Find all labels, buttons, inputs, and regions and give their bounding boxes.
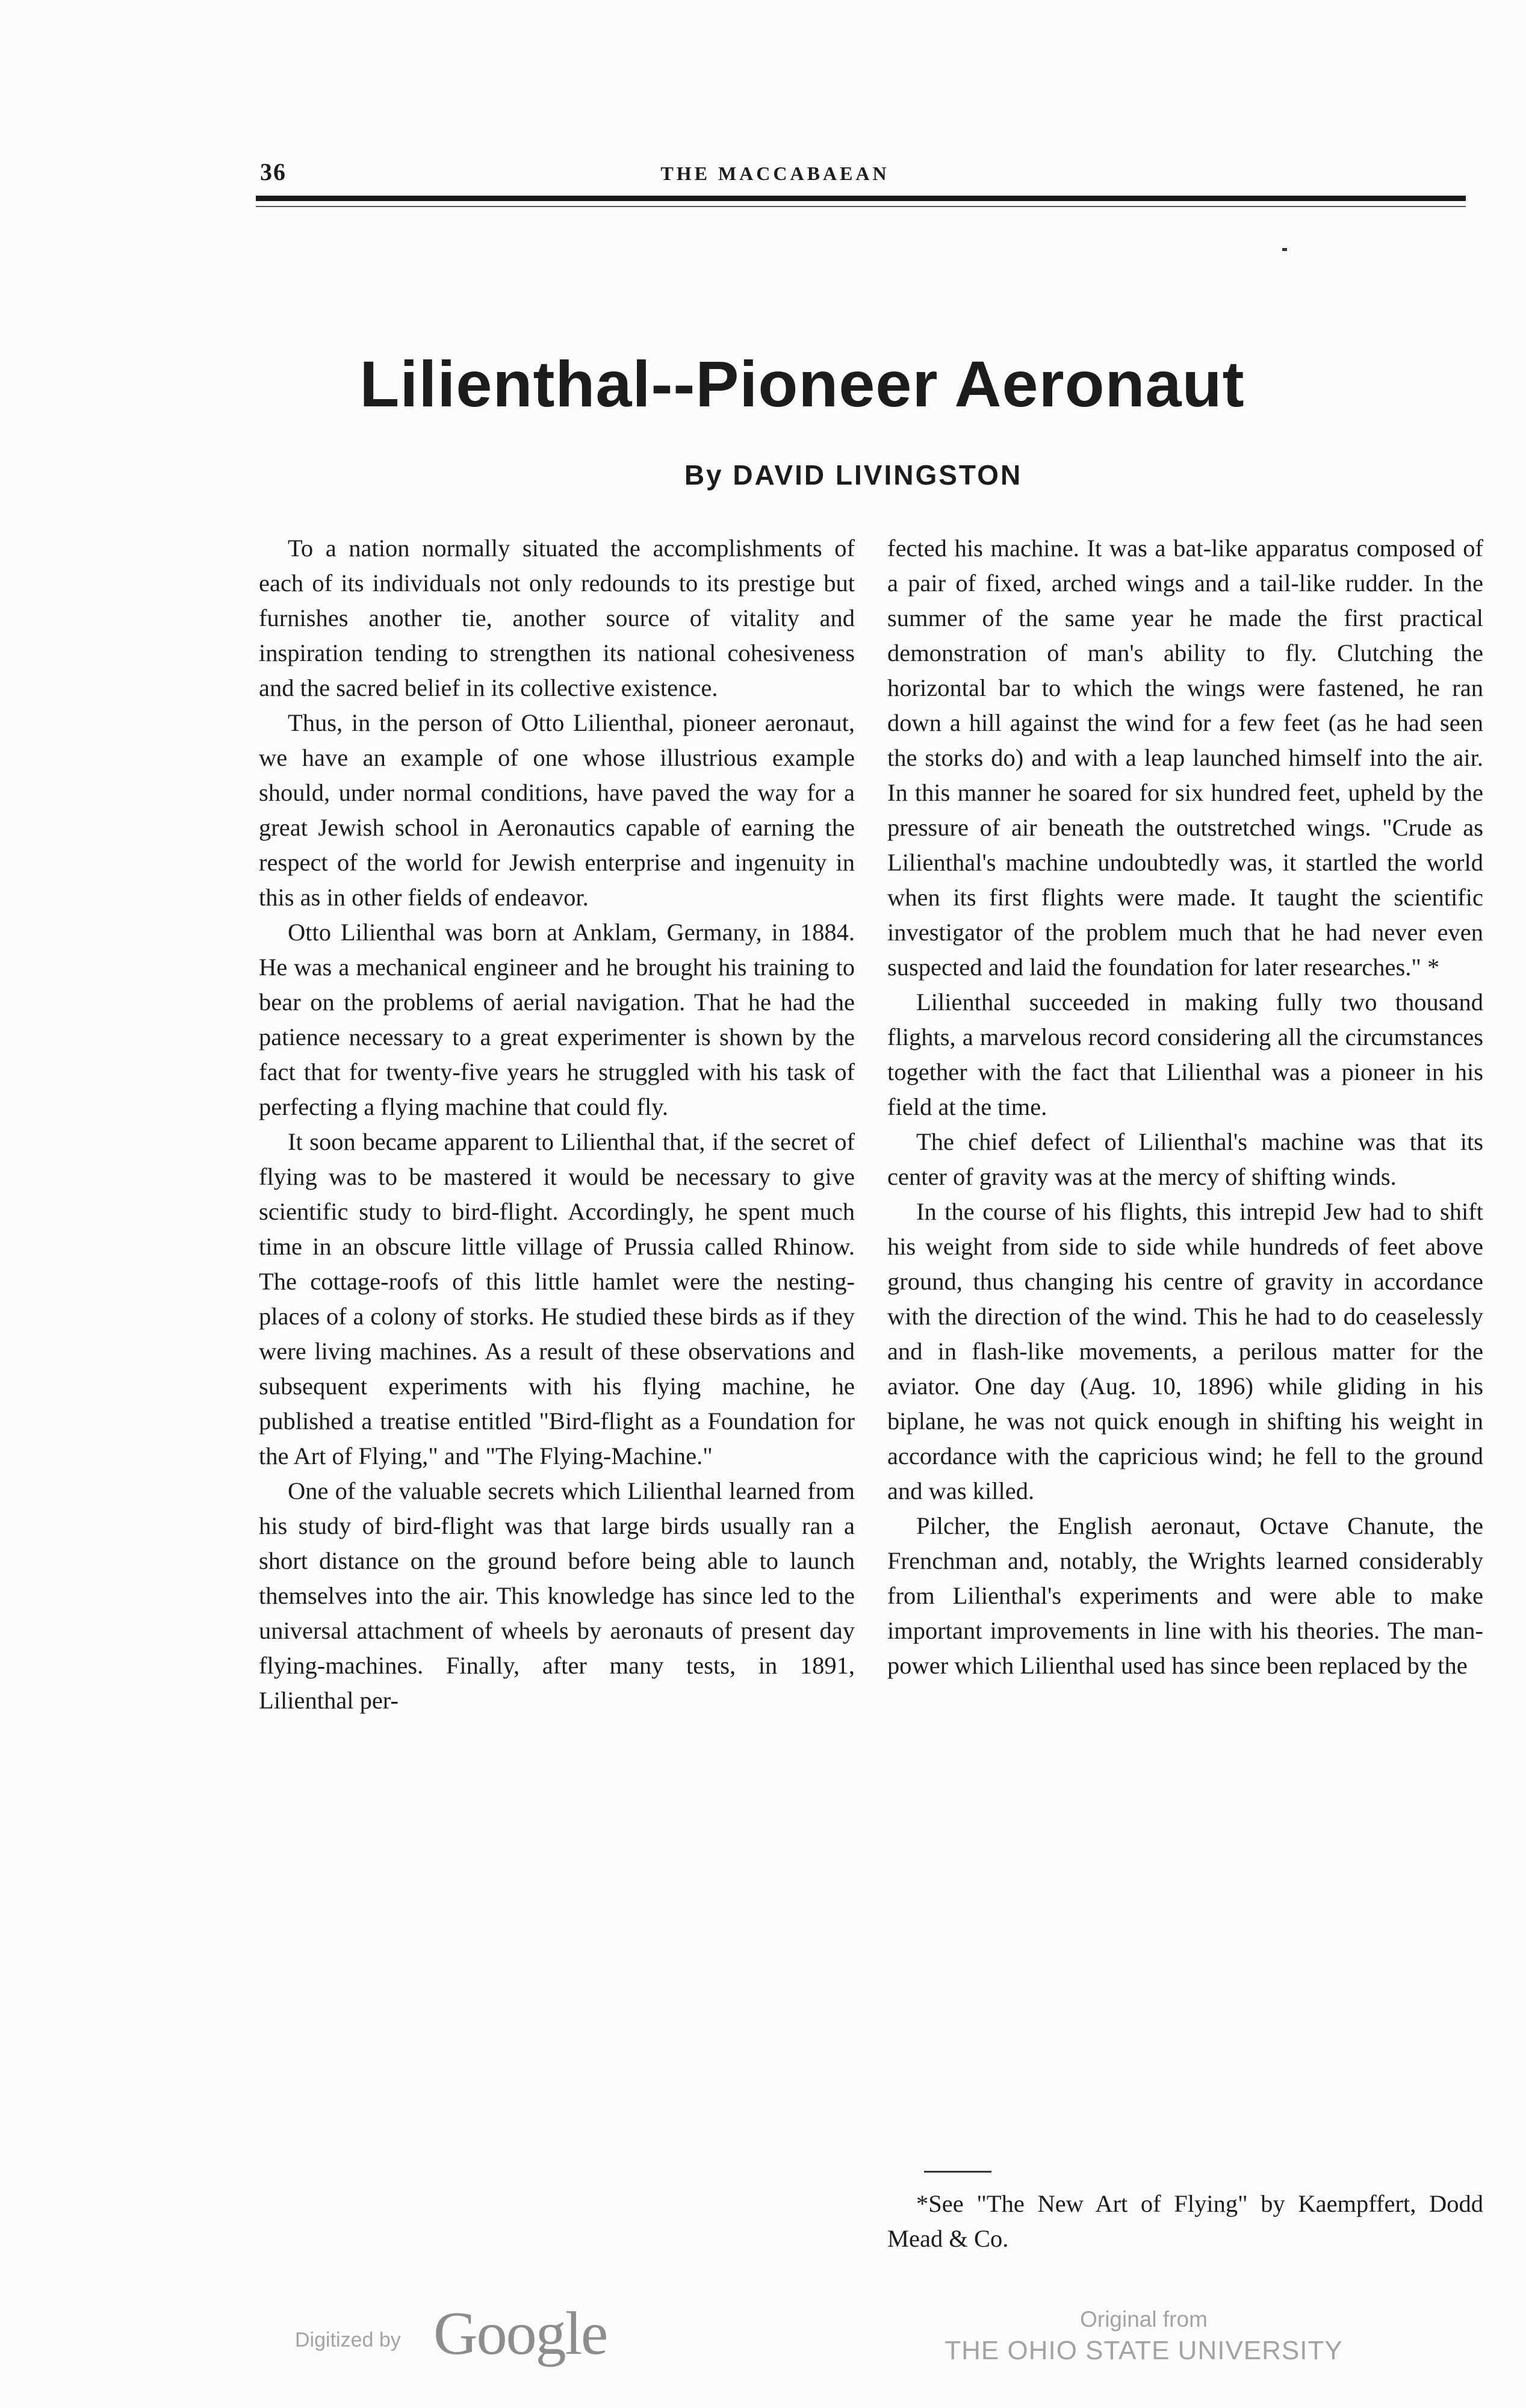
paragraph: It soon became apparent to Lilienthal that, if the secret of flying was to be mastered it would be necessary to give scientific study to bird-flight. Accordingly, he spent much time in an obscure little village of Prussia called Rhinow. The cottage-roofs of this little hamlet were the nesting-places of a colony of storks. He studied these birds as if they were living machines. As a result of these observations and subsequent experiments with his flying machine, he published a treatise entitled "Bird-flight as a Foundation for the Art of Flying," and "The Flying-Machine."	[259, 1128, 855, 1469]
paragraph: Lilienthal succeeded in making fully two thousand flights, a marvelous record considering all the circumstances together with the fact that Lilienthal was a pioneer in his field at the time.	[887, 988, 1483, 1120]
google-logo: Google	[433, 2300, 607, 2368]
paragraph: The chief defect of Lilienthal's machine was that its center of gravity was at the mercy of shifting winds.	[887, 1128, 1483, 1190]
byline: By DAVID LIVINGSTON	[684, 459, 1023, 491]
article-title: Lilienthal--Pioneer Aeronaut	[359, 347, 1245, 420]
original-from-label: Original from	[1080, 2307, 1208, 2332]
page-number: 36	[260, 158, 287, 185]
left-column	[259, 531, 855, 1718]
paragraph: Otto Lilienthal was born at Anklam, Germany, in 1884. He was a mechanical engineer and he brought his training to bear on the problems of aerial navigation. That he had the patience necessary to a great experimenter is shown by the fact that for twenty-five years he struggled with his task of perfecting a flying machine that could fly.	[259, 919, 855, 1120]
paragraph: Pilcher, the English aeronaut, Octave Chanute, the Frenchman and, notably, the Wrights learned considerably from Lilienthal's experiments and were able to make important improvements in line with his theories. The man-power which Lilienthal used has since been replaced by the	[887, 1512, 1483, 1679]
paragraph: One of the valuable secrets which Lilienthal learned from his study of bird-flight was that large birds usually ran a short distance on the ground before being able to launch themselves into the air. This knowledge has since led to the universal attachment of wheels by aeronauts of present day flying-machines. Finally, after many tests, in 1891, Lilienthal per-	[259, 1477, 855, 1714]
institution-label: THE OHIO STATE UNIVERSITY	[944, 2336, 1343, 2365]
header-rule-thick	[256, 196, 1466, 201]
header-rule-thin	[256, 206, 1466, 207]
paragraph: Thus, in the person of Otto Lilienthal, pioneer aeronaut, we have an example of one whose illustrious example should, under normal conditions, have paved the way for a great Jewish school in Aeronautics capable of earning the respect of the world for Jewish enterprise and ingenuity in this as in other fields of endeavor.	[259, 709, 855, 911]
running-head: THE MACCABAEAN	[660, 163, 890, 184]
print-speck	[1282, 248, 1287, 251]
paragraph-continuation: fected his machine. It was a bat-like apparatus composed of a pair of fixed, arched wings and a tail-like rudder. In the summer of the same year he made the first practical demonstration of man's ability to fly. Clutching the horizontal bar to which the wings were fastened, he ran down a hill against the wind for a few feet (as he had seen the storks do) and with a leap launched himself into the air. In this manner he soared for six hundred feet, upheld by the pressure of air beneath the outstretched wings. "Crude as Lilienthal's machine undoubtedly was, it startled the world when its first flights were made. It taught the scientific investigator of the problem much that he had never even suspected and laid the foundation for later researches." *	[887, 535, 1483, 981]
paragraph: In the course of his flights, this intrepid Jew had to shift his weight from side to side while hundreds of feet above ground, thus changing his centre of gravity in accordance with the direction of the wind. This he had to do ceaselessly and in flash-like movements, a perilous matter for the aviator. One day (Aug. 10, 1896) while gliding in his biplane, he was not quick enough in shifting his weight in accordance with the capricious wind; he fell to the ground and was killed.	[887, 1198, 1483, 1504]
digitized-by-label: Digitized by	[295, 2329, 401, 2351]
paragraph: To a nation normally situated the accomplishments of each of its individuals not only redounds to its prestige but furnishes another tie, another source of vitality and inspiration tending to strengthen its national cohesiveness and the sacred belief in its collective existence.	[259, 535, 855, 701]
footnote-rule	[924, 2171, 991, 2173]
footnote: *See "The New Art of Flying" by Kaempffert, Dodd Mead & Co.	[887, 2190, 1483, 2252]
right-column	[887, 531, 1483, 1683]
